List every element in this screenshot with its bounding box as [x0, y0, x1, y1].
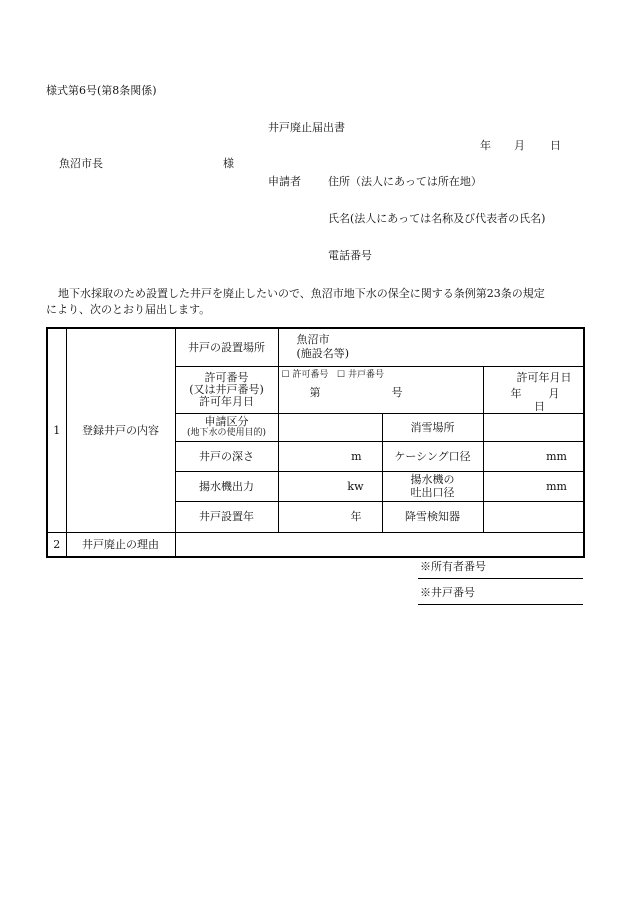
- casing-unit: mm: [546, 449, 567, 463]
- row-1-number: 1: [47, 328, 66, 532]
- row-2-label: 井戸廃止の理由: [66, 532, 175, 557]
- permit-date-month: 月: [548, 386, 560, 400]
- well-info-table: [46, 327, 585, 558]
- permit-suffix: 号: [391, 385, 403, 399]
- snow-place-field[interactable]: [483, 413, 584, 441]
- permit-date-day: 日: [534, 399, 545, 413]
- checkbox-permit-number[interactable]: ☐ 許可番号: [281, 369, 329, 380]
- pump-outlet-field[interactable]: [483, 471, 584, 501]
- addressee-honorific: 様: [223, 157, 234, 170]
- permit-number-label: [175, 366, 278, 413]
- date-month-label: 月: [514, 139, 525, 152]
- pump-output-label: 揚水機出力: [175, 471, 278, 501]
- abolition-reason-field[interactable]: [175, 532, 584, 557]
- permit-number-label-line-3: 許可年月日: [199, 394, 254, 408]
- snow-detector-label: 降雪検知器: [382, 501, 483, 532]
- permit-number-field[interactable]: [278, 366, 483, 413]
- applicant-label: 申請者: [268, 175, 301, 188]
- owner-number-label: ※所有者番号: [420, 560, 486, 573]
- applicant-phone-label: 電話番号: [328, 249, 372, 262]
- casing-field[interactable]: [483, 441, 584, 471]
- date-year-label: 年: [480, 139, 491, 152]
- category-label: [175, 413, 278, 441]
- permit-date-field[interactable]: [483, 366, 584, 413]
- well-number-label: ※井戸番号: [420, 586, 475, 599]
- intro-line-2: により、次のとおり届出します。: [46, 303, 211, 316]
- checkbox-well-number[interactable]: ☐ 井戸番号: [337, 369, 384, 380]
- depth-field[interactable]: [278, 441, 382, 471]
- applicant-address-label: 住所（法人にあっては所在地）: [328, 175, 482, 188]
- addressee: 魚沼市長: [59, 157, 103, 170]
- casing-label: ケーシング口径: [382, 441, 483, 471]
- row-1-label: 登録井戸の内容: [66, 328, 175, 532]
- install-year-unit: 年: [350, 510, 362, 523]
- permit-number-label-line-2: (又は井戸番号): [189, 382, 264, 396]
- permit-checkboxes: [282, 370, 480, 381]
- permit-date-year: 年: [510, 386, 522, 400]
- category-label-sub: (地下水の使用目的): [186, 427, 267, 438]
- pump-outlet-unit: mm: [546, 479, 567, 493]
- install-year-label: 井戸設置年: [175, 501, 278, 532]
- pump-outlet-label-line-2: 吐出口径: [410, 486, 455, 499]
- location-facility: (施設名等): [296, 347, 350, 361]
- pump-outlet-label: [382, 471, 483, 501]
- category-field[interactable]: [278, 413, 382, 441]
- intro-paragraph: [46, 286, 586, 318]
- location-city: 魚沼市: [296, 333, 330, 347]
- snow-detector-field[interactable]: [483, 501, 584, 532]
- location-label: 井戸の設置場所: [175, 328, 278, 366]
- pump-outlet-label-line-1: 揚水機の: [410, 473, 455, 486]
- permit-prefix: 第: [309, 385, 321, 399]
- permit-date-label: 許可年月日: [516, 370, 572, 384]
- category-label-main: 申請区分: [204, 414, 249, 428]
- depth-unit: m: [351, 449, 362, 463]
- owner-number-line[interactable]: [418, 578, 583, 579]
- row-2-number: 2: [47, 532, 66, 557]
- permit-number-label-line-1: 許可番号: [204, 370, 249, 384]
- permit-date-line: [487, 387, 581, 413]
- form-number: 様式第6号(第8条関係): [46, 84, 157, 97]
- pump-output-field[interactable]: [278, 471, 382, 501]
- intro-line-1: 地下水採取のため設置した井戸を廃止したいので、魚沼市地下水の保全に関する条例第23条の規定: [58, 287, 545, 300]
- snow-place-label: 消雪場所: [382, 413, 483, 441]
- well-number-line[interactable]: [418, 604, 583, 605]
- location-field[interactable]: [278, 328, 584, 366]
- install-year-field[interactable]: [278, 501, 382, 532]
- applicant-name-label: 氏名(法人にあっては名称及び代表者の氏名): [328, 212, 546, 225]
- date-day-label: 日: [550, 139, 561, 152]
- page-title: 井戸廃止届出書: [268, 121, 345, 134]
- permit-number-line: [282, 386, 480, 399]
- depth-label: 井戸の深さ: [175, 441, 278, 471]
- pump-output-unit: kw: [347, 479, 364, 493]
